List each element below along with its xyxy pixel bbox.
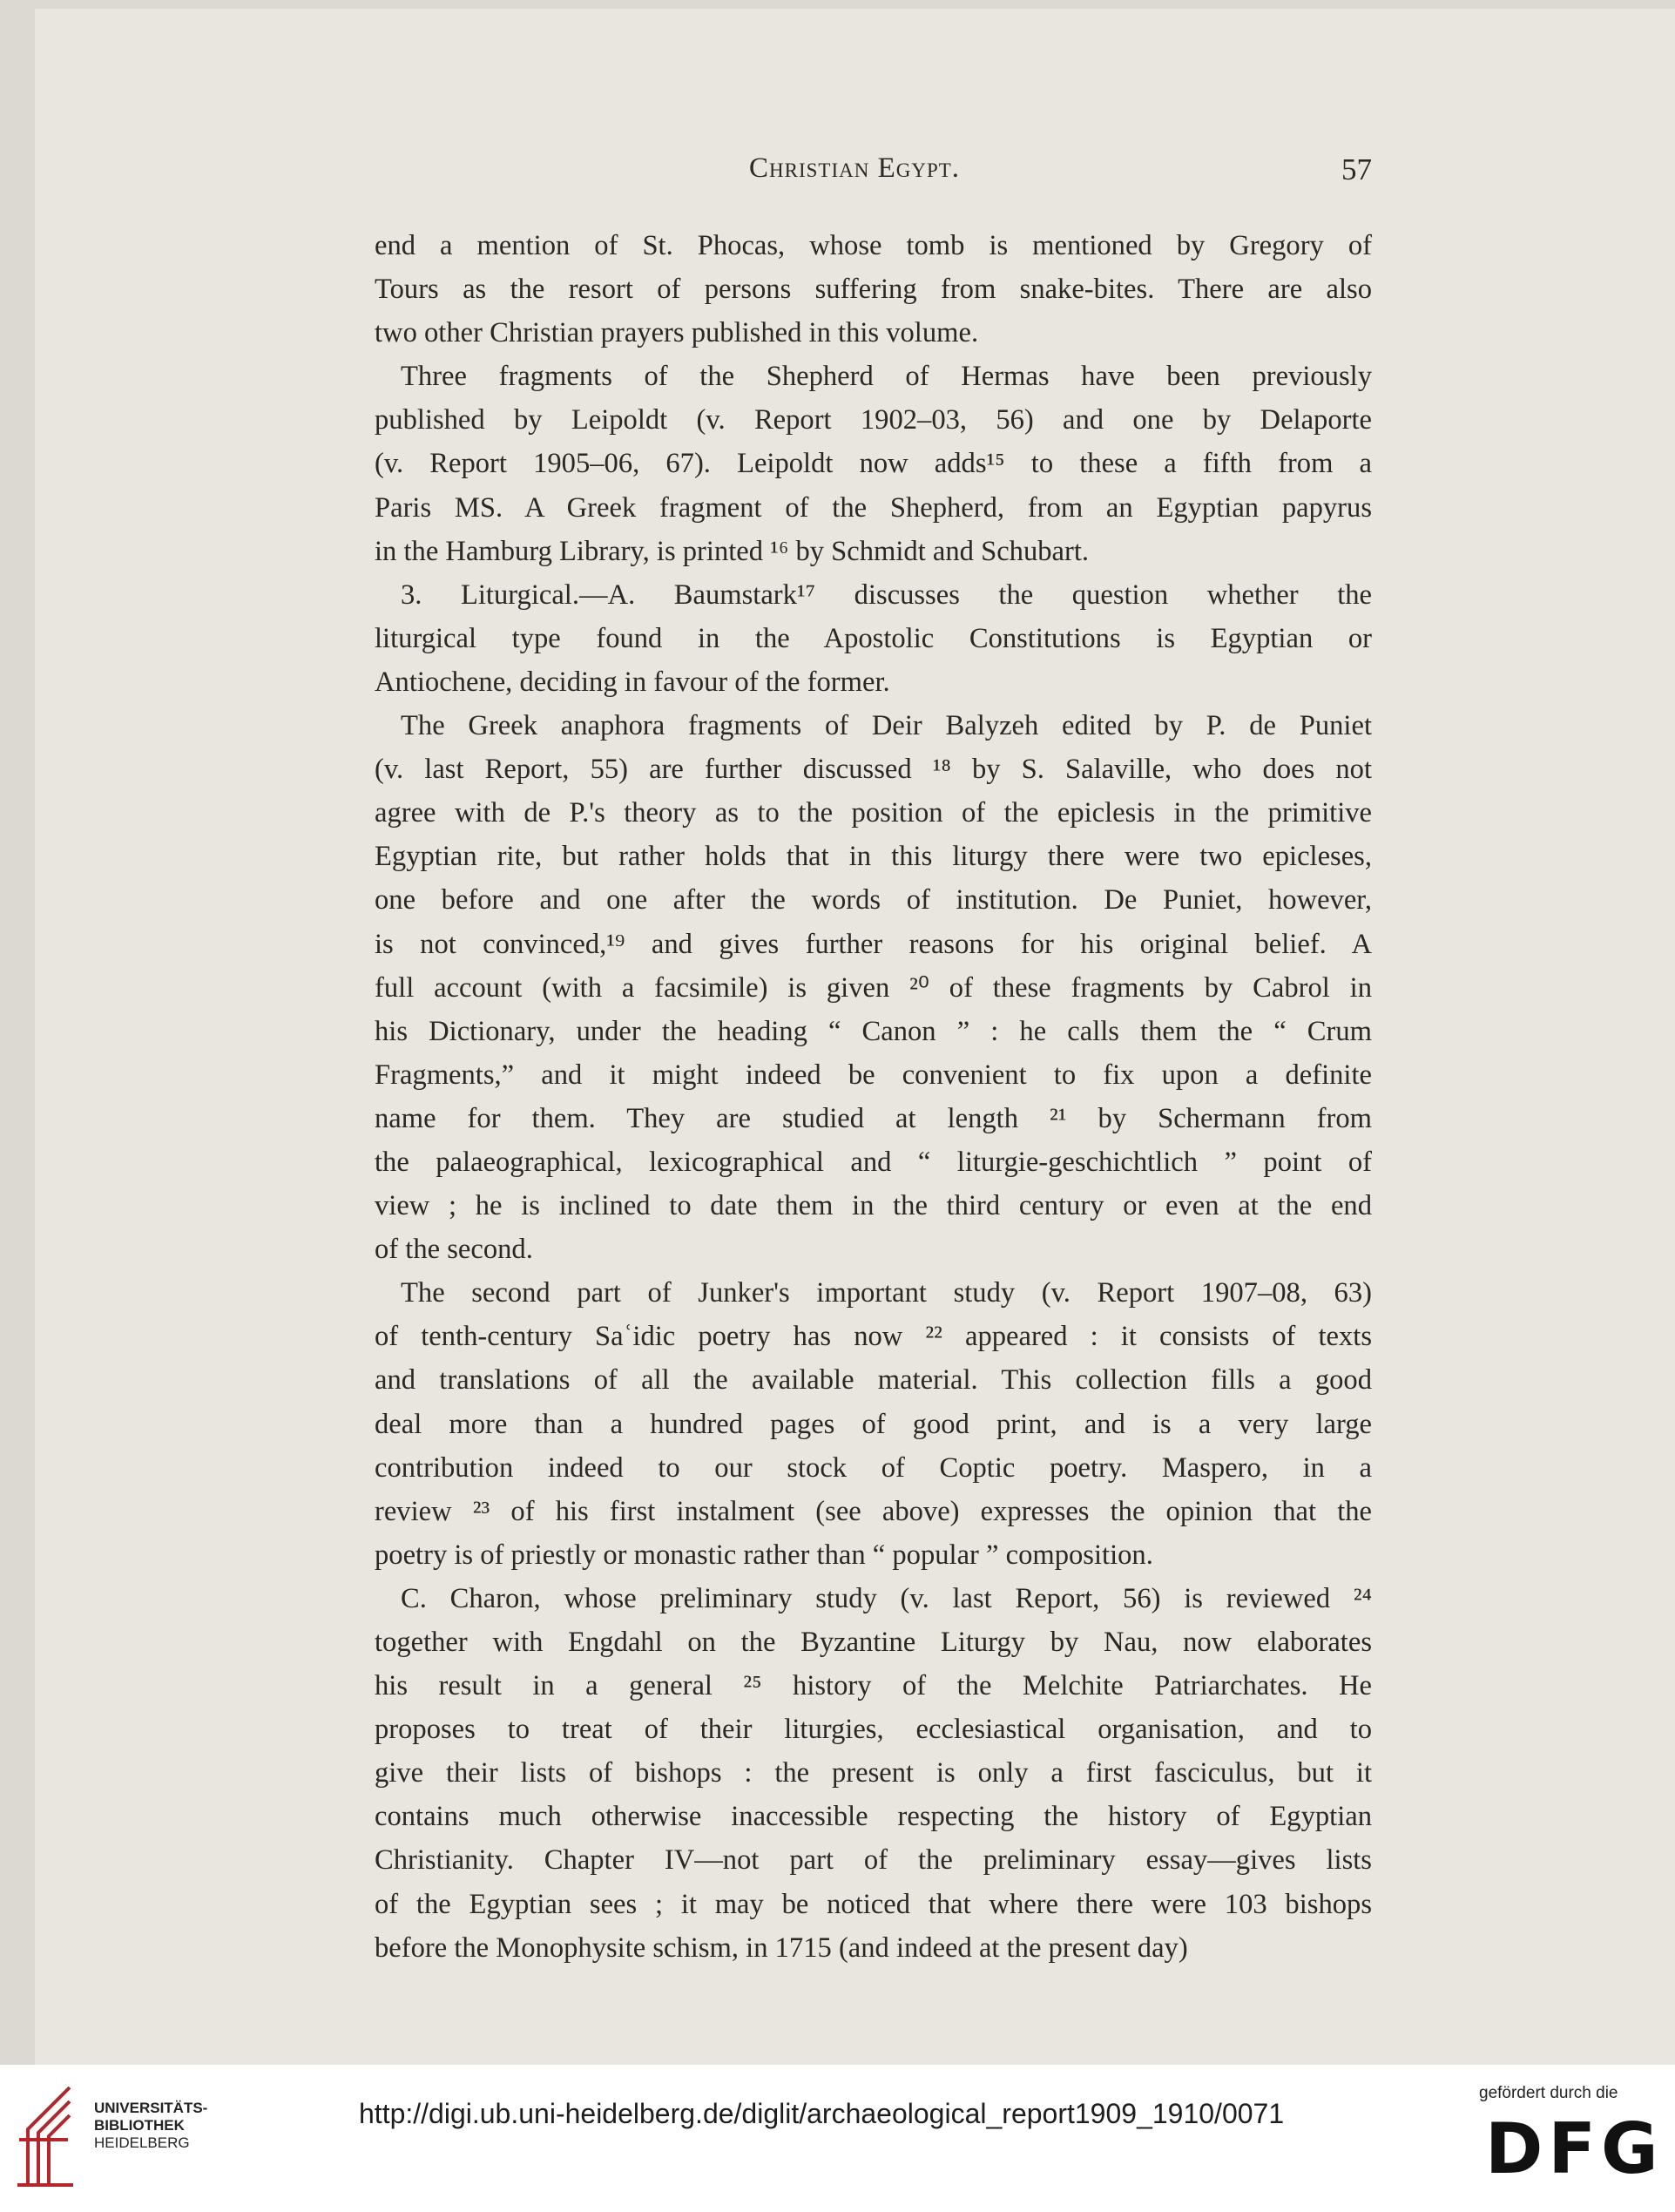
paragraph (375, 355, 1372, 572)
text-line: The Greek anaphora fragments of Deir Balyzeh edited by P. de Puniet (401, 710, 1372, 742)
page-header (0, 152, 1372, 205)
text-line: contribution indeed to our stock of Coptic poetry. Maspero, in a (375, 1451, 1372, 1484)
text-line: of the Egyptian sees ; it may be noticed that where there were 103 bishops (375, 1888, 1372, 1920)
running-title: Christian Egypt. (749, 152, 961, 184)
text-line: full account (with a facsimile) is given ²⁰ of these fragments by Cabrol in (375, 971, 1372, 1004)
source-url-link[interactable]: http://digi.ub.uni-heidelberg.de/diglit/archaeological_report1909_1910/0071 (359, 2098, 1285, 2129)
paragraph (375, 1271, 1372, 1577)
text-line: end a mention of St. Phocas, whose tomb is mentioned by Gregory of (375, 230, 1372, 261)
paragraph (375, 573, 1372, 704)
text-line: the palaeographical, lexicographical and “ liturgie-geschichtlich ” point of (375, 1146, 1372, 1178)
page-body (375, 224, 1372, 1970)
page-number: 57 (1341, 152, 1372, 186)
text-line: review ²³ of his first instalment (see above) expresses the opinion that the (375, 1495, 1372, 1527)
text-line: published by Leipoldt (v. Report 1902–03, 56) and one by Delaporte (375, 404, 1372, 436)
text-line: is not convinced,¹⁹ and gives further reasons for his original belief. A (375, 928, 1372, 960)
library-name-line3: HEIDELBERG (94, 2134, 190, 2151)
text-line: give their lists of bishops : the present is only a first fasciculus, but it (375, 1757, 1372, 1789)
text-line: agree with de P.'s theory as to the position of the epiclesis in the primitive (375, 797, 1372, 829)
university-library-logo-icon (16, 2084, 77, 2188)
text-line: of tenth-century Saʿidic poetry has now ²² appeared : it consists of texts (375, 1321, 1372, 1353)
text-line: one before and one after the words of institution. De Puniet, however, (375, 884, 1372, 917)
library-name-line2: BIBLIOTHEK (94, 2117, 185, 2134)
footer-bar (0, 2065, 1675, 2212)
text-line: name for them. They are studied at length ²¹ by Schermann from (375, 1102, 1372, 1134)
text-line: Three fragments of the Shepherd of Hermas have been previously (401, 361, 1372, 393)
text-line: (v. last Report, 55) are further discussed ¹⁸ by S. Salaville, who does not (375, 754, 1372, 786)
text-line: 3. Liturgical.—A. Baumstark¹⁷ discusses the question whether the (401, 578, 1372, 611)
text-line: (v. Report 1905–06, 67). Leipoldt now adds¹⁵ to these a fifth from a (375, 448, 1372, 480)
text-line: Fragments,” and it might indeed be convenient to fix upon a definite (375, 1059, 1372, 1091)
text-line: Christianity. Chapter IV—not part of the preliminary essay—gives lists (375, 1844, 1372, 1877)
library-name-line1: UNIVERSITÄTS- (94, 2100, 208, 2116)
text-line: deal more than a hundred pages of good print, and is a very large (375, 1408, 1372, 1440)
text-line: Tours as the resort of persons suffering from snake-bites. There are also (375, 274, 1372, 306)
library-name (94, 2100, 207, 2152)
text-line: Paris MS. A Greek fragment of the Shepherd, from an Egyptian papyrus (375, 491, 1372, 524)
text-line: in the Hamburg Library, is printed ¹⁶ by Schmidt and Schubart. (375, 535, 1090, 567)
text-line: The second part of Junker's important study (v. Report 1907–08, 63) (401, 1277, 1372, 1309)
paragraph (375, 1577, 1372, 1970)
text-line: Egyptian rite, but rather holds that in this liturgy there were two epicleses, (375, 841, 1372, 873)
text-line: of the second. (375, 1234, 533, 1266)
text-line: contains much otherwise inaccessible respecting the history of Egyptian (375, 1801, 1372, 1833)
text-line: before the Monophysite schism, in 1715 (and indeed at the present day) (375, 1931, 1188, 1964)
text-line: poetry is of priestly or monastic rather than “ popular ” composition. (375, 1539, 1153, 1571)
text-line: C. Charon, whose preliminary study (v. last Report, 56) is reviewed ²⁴ (401, 1582, 1372, 1614)
dfg-logo: DFG (1485, 2108, 1664, 2189)
paragraph (375, 704, 1372, 1271)
text-line: Antiochene, deciding in favour of the former. (375, 666, 890, 698)
text-line: liturgical type found in the Apostolic Constitutions is Egyptian or (375, 622, 1372, 654)
funded-by-label: gefördert durch die (1479, 2084, 1618, 2102)
text-line: together with Engdahl on the Byzantine Liturgy by Nau, now elaborates (375, 1627, 1372, 1658)
text-line: two other Christian prayers published in this volume. (375, 317, 979, 349)
text-line: his Dictionary, under the heading “ Canon ” : he calls them the “ Crum (375, 1015, 1372, 1047)
text-line: and translations of all the available material. This collection fills a good (375, 1364, 1372, 1397)
text-line: his result in a general ²⁵ history of the Melchite Patriarchates. He (375, 1670, 1372, 1702)
text-line: view ; he is inclined to date them in the third century or even at the end (375, 1190, 1372, 1222)
text-line: proposes to treat of their liturgies, ecclesiastical organisation, and to (375, 1714, 1372, 1746)
paragraph (375, 224, 1372, 355)
